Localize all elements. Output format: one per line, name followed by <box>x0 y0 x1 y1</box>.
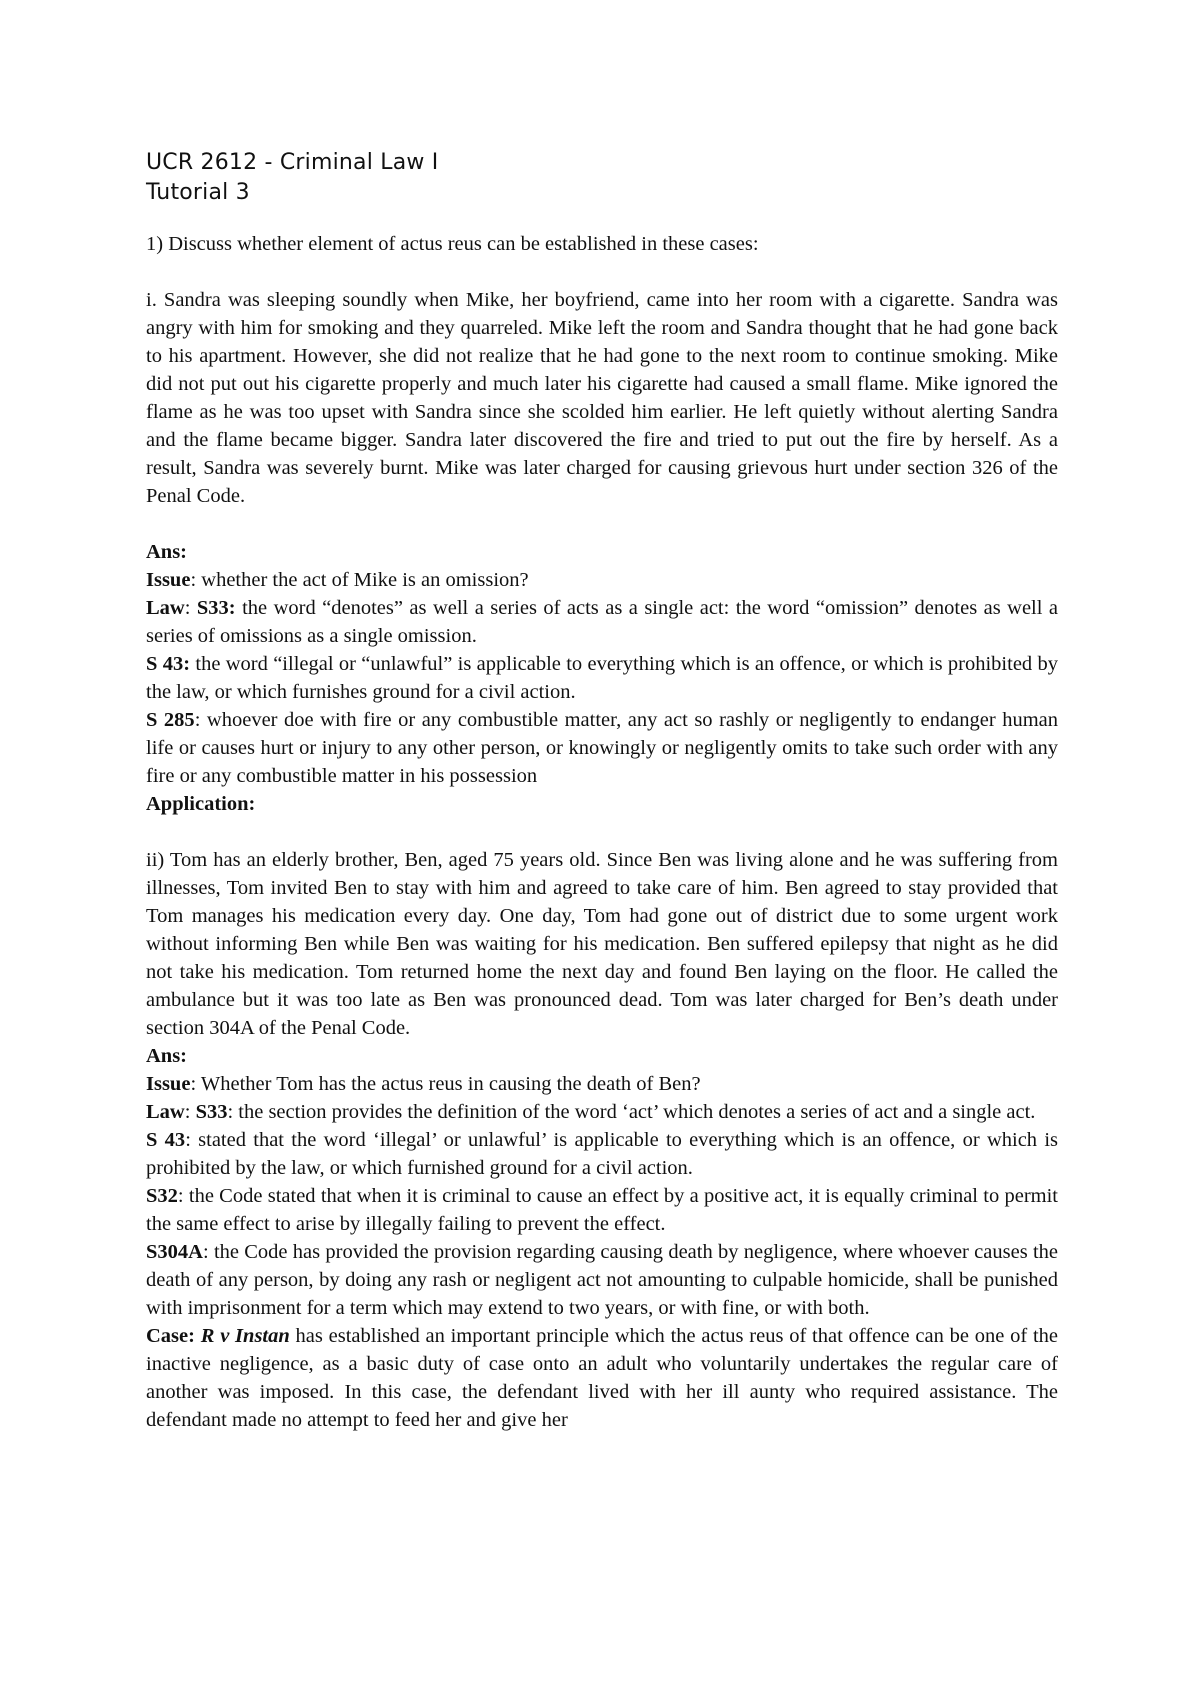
spacer <box>146 510 1058 538</box>
case-label: Case: <box>146 1325 195 1347</box>
case1-s43 <box>146 650 1058 706</box>
case2-s32 <box>146 1182 1058 1238</box>
case1-scenario: i. Sandra was sleeping soundly when Mike, her boyfriend, came into her room with a cigarette. Sandra was angry with him for smoking and they quarreled. Mike left the room and Sandra thought that he had gone back to his apartment. However, she did not realize that he had gone to the next room to continue smoking. Mike did not put out his cigarette properly and much later his cigarette had caused a small flame. Mike ignored the flame as he was too upset with Sandra since she scolded him earlier. He left quietly without alerting Sandra and the flame became bigger. Sandra later discovered the fire and tried to put out the fire by herself. As a result, Sandra was severely burnt. Mike was later charged for causing grievous hurt under section 326 of the Penal Code. <box>146 289 1058 507</box>
case-text: has established an important principle which the actus reus of that offence can be one of the inactive negligence, as a basic duty of case onto an adult who voluntarily undertakes the regular care of another was imposed. In this case, the defendant lived with her ill aunty who required assistance. The defendant made no attempt to feed her and give her <box>146 1325 1058 1431</box>
case-name: R v Instan <box>200 1325 290 1347</box>
s285-label: S 285 <box>146 709 195 731</box>
case1-application <box>146 790 1058 818</box>
s43-label: S 43 <box>146 1129 186 1151</box>
case2-s304a <box>146 1238 1058 1322</box>
case1-ans-label <box>146 538 1058 566</box>
s33-text: the word “denotes” as well a series of acts as a single act: the word “omission” denotes as well a series of omissions as a single omission. <box>146 597 1058 647</box>
s285-text: : whoever doe with fire or any combustible matter, any act so rashly or negligently to endanger human life or causes hurt or injury to any other person, or knowingly or negligently omits to take such order with any fire or any combustible matter in his possession <box>146 709 1058 787</box>
s304a-text: : the Code has provided the provision regarding causing death by negligence, where whoever causes the death of any person, by doing any rash or negligent act not amounting to culpable homicide, shall be punished with imprisonment for a term which may extend to two years, or with fine, or with both. <box>146 1241 1058 1319</box>
case1-law: Law: S33: the word “denotes” as well a series of acts as a single act: the word “omission” denotes as well a series of omissions as a single omission. <box>146 597 1058 647</box>
case2-ans-label <box>146 1042 1058 1070</box>
title-block <box>146 148 1058 208</box>
issue-label: Issue <box>146 1073 191 1095</box>
s33-label: S33: <box>196 597 236 619</box>
document-subtitle: Tutorial 3 <box>146 180 250 205</box>
application-label: Application: <box>146 793 256 815</box>
document-body <box>146 148 1058 1434</box>
question-intro: 1) Discuss whether element of actus reus can be established in these cases: <box>146 233 759 255</box>
issue-text: : Whether Tom has the actus reus in causing the death of Ben? <box>190 1073 701 1095</box>
s43-text: the word “illegal or “unlawful” is applicable to everything which is an offence, or which is prohibited by the law, or which furnishes ground for a civil action. <box>146 653 1058 703</box>
s43-text: : stated that the word ‘illegal’ or unlawful’ is applicable to everything which is an offence, or which is prohibited by the law, or which furnished ground for a civil action. <box>146 1129 1058 1179</box>
document-title: UCR 2612 - Criminal Law I <box>146 150 439 175</box>
case2-issue <box>146 1070 1058 1098</box>
case2-scenario: ii) Tom has an elderly brother, Ben, aged 75 years old. Since Ben was living alone and he was suffering from illnesses, Tom invited Ben to stay with him and agreed to take care of him. Ben agreed to stay provided that Tom manages his medication every day. One day, Tom had gone out of district due to some urgent work without informing Ben while Ben was waiting for his medication. Ben suffered epilepsy that night as he did not take his medication. Tom returned home the next day and found Ben laying on the floor. He called the ambulance but it was too late as Ben was pronounced dead. Tom was later charged for Ben’s death under section 304A of the Penal Code. <box>146 849 1058 1039</box>
case2-s43 <box>146 1126 1058 1182</box>
law-label: Law <box>146 1101 185 1123</box>
ans-label: Ans: <box>146 541 188 563</box>
s304a-label: S304A <box>146 1241 203 1263</box>
ans-label: Ans: <box>146 1045 188 1067</box>
s33-text: : the section provides the definition of the word ‘act’ which denotes a series of act and a single act. <box>227 1101 1036 1123</box>
case1-s285 <box>146 706 1058 790</box>
spacer <box>146 818 1058 846</box>
case2-case <box>146 1322 1058 1434</box>
s32-text: : the Code stated that when it is criminal to cause an effect by a positive act, it is equally criminal to permit the same effect to arise by illegally failing to prevent the effect. <box>146 1185 1058 1235</box>
case1-issue <box>146 566 1058 594</box>
s43-label: S 43: <box>146 653 191 675</box>
issue-label: Issue <box>146 569 191 591</box>
case2-law: Law: S33: the section provides the definition of the word ‘act’ which denotes a series of act and a single act. <box>146 1101 1036 1123</box>
s32-label: S32 <box>146 1185 178 1207</box>
issue-text: : whether the act of Mike is an omission? <box>190 569 529 591</box>
s33-label: S33 <box>195 1101 228 1123</box>
law-label: Law <box>146 597 185 619</box>
